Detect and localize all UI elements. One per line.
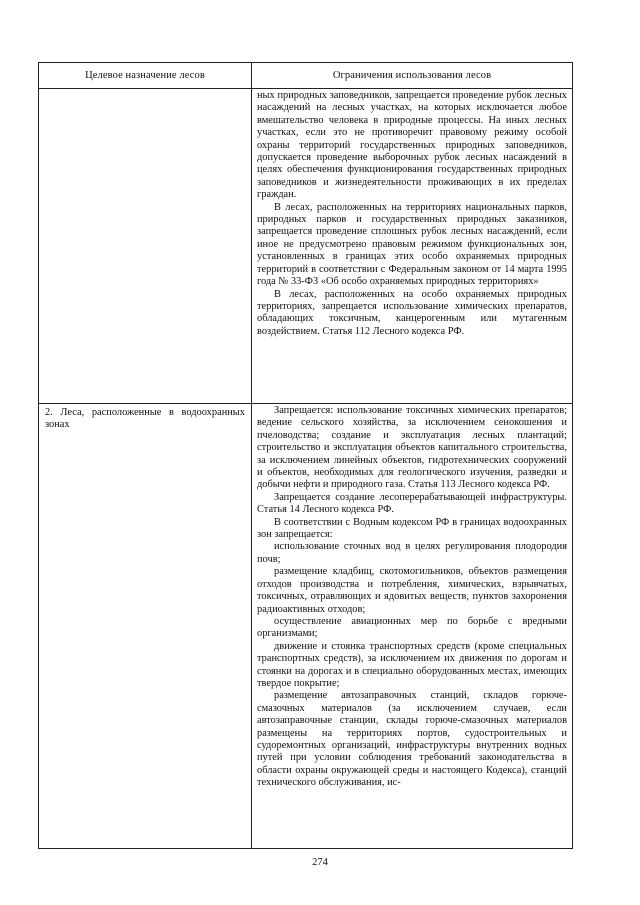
row-1-restrictions-cell	[252, 89, 573, 404]
row-2-restrictions-cell	[252, 404, 573, 849]
page-number: 274	[312, 857, 328, 868]
row-1-paragraph-3: В лесах, расположенных на особо охраняемых природных территориях, запрещается использование химических препаратов, обладающих токсичным, канцерогенным или мутагенным воздействием. Статья 112 Лесного кодекса РФ.	[257, 288, 567, 337]
row-1-paragraph-2: В лесах, расположенных на территориях национальных парков, природных парков и государственных природных заказников, запрещается проведение сплошных рубок лесных насаждений, если иное не предусмотрено правовым режимом функциональных зон, установленных в границах этих особо охраняемых природных территорий в соответствии с Федеральным законом от 14 марта 1995 года № 33-ФЗ «Об особо охраняемых природных территориях»	[257, 201, 567, 288]
table-row	[39, 404, 573, 849]
row-2-paragraph-5: размещение кладбищ, скотомогильников, объектов размещения отходов производства и потребления, химических, взрывчатых, токсичных, отравляющих и ядовитых веществ, пунктов захоронения радиоактивных отходов;	[257, 566, 567, 615]
row-2-paragraph-4: использование сточных вод в целях регулирования плодородия почв;	[257, 541, 567, 565]
row-2-paragraph-7: движение и стоянка транспортных средств (кроме специальных транспортных средств), за исключением их движения по дорогам и стоянки на дорогах и в специально оборудованных местах, имеющих твердое покрытие;	[257, 640, 567, 689]
row-2-purpose: 2. Леса, расположенные в водоохранных зонах	[45, 407, 245, 431]
row-2-purpose-cell	[39, 404, 252, 849]
row-2-paragraph-6: осуществление авиационных мер по борьбе с вредными организмами;	[257, 615, 567, 640]
header-restrictions: Ограничения использования лесов	[252, 63, 573, 89]
header-purpose: Целевое назначение лесов	[39, 63, 252, 89]
table-header-row	[39, 63, 573, 89]
table-row	[39, 89, 573, 404]
row-2-paragraph-2: Запрещается создание лесоперерабатывающей инфраструктуры. Статья 14 Лесного кодекса РФ.	[257, 491, 567, 516]
row-2-paragraph-8: размещение автозаправочных станций, складов горюче-смазочных материалов (за исключением случаев, если автозаправочные станции, склады горюче-смазочных материалов размещены на территориях портов, судостроительных и судоремонтных организаций, инфраструктуры внутренних водных путей при условии соблюдения требований законодательства в области охраны окружающей среды и настоящего Кодекса), станций технического обслуживания, ис-	[257, 690, 567, 789]
row-1-purpose-cell	[39, 89, 252, 404]
row-1-paragraph-1: ных природных заповедников, запрещается проведение рубок лесных насаждений на лесных участках, на которых исключается любое вмешательство человека в природные процессы. На иных лесных участках, если это не противоречит правовому режиму особой охраны территорий государственных природных заповедников, допускается проведение выборочных рубок лесных насаждений в целях обеспечения функционирования государственных природных заповедников и жизнедеятельности проживающих в их пределах граждан.	[257, 90, 567, 201]
row-2-paragraph-1: Запрещается: использование токсичных химических препаратов; ведение сельского хозяйства, за исключением сенокошения и пчеловодства; создание и эксплуатация лесных плантаций; строительство и эксплуатация объектов капитального строительства, за исключением линейных объектов, гидротехнических сооружений и объектов, необходимых для геологического изучения, разведки и добычи нефти и природного газа. Статья 113 Лесного кодекса РФ.	[257, 405, 567, 491]
row-2-paragraph-3: В соответствии с Водным кодексом РФ в границах водоохранных зон запрещается:	[257, 516, 567, 541]
restrictions-table	[38, 62, 573, 849]
